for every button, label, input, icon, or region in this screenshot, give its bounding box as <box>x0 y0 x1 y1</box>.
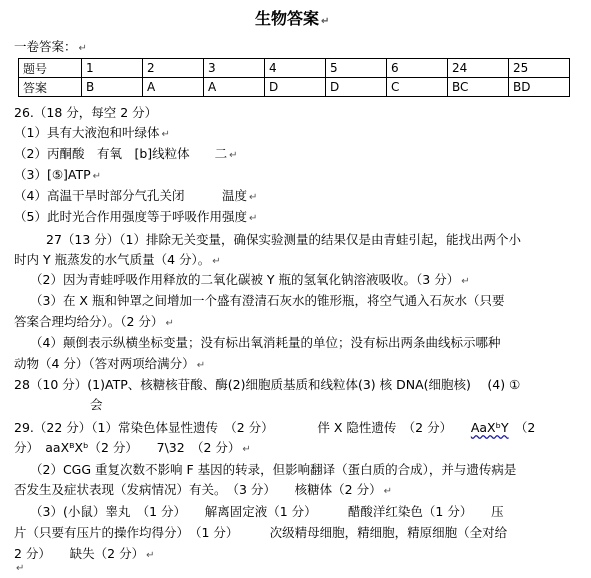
q29-line-5: （3）(小鼠）睾丸 （1 分） 解离固定液（1 分） 醋酸洋红染色（1 分） 压 <box>30 504 504 519</box>
q29-line-4: 否发生及症状表现（发病情况）有关。 （3 分） 核糖体（2 分） ↵ <box>14 482 392 497</box>
q29-line-6: 片（只要有压片的操作均得分） （1 分） 次级精母细胞，精细胞，精原细胞（全对给 <box>14 525 508 540</box>
q27-line-3: （2）因为青蛙呼吸作用释放的二氧化碳被 Y 瓶的氢氧化钠溶液吸收。（3 分） ↵ <box>30 272 470 287</box>
q27-line-2: 时内 Y 瓶蒸发的水气质量（4 分）。 ↵ <box>14 252 221 267</box>
table-cell: A <box>143 78 204 97</box>
q29-line-7: 2 分） 缺失（2 分） ↵ <box>14 546 155 561</box>
table-cell: BC <box>448 78 509 97</box>
table-cell: 6 <box>387 59 448 78</box>
table-cell: C <box>387 78 448 97</box>
table-row <box>19 78 570 97</box>
q28-line-1: 28（10 分）(1)ATP、核糖核苷酸、酶(2)细胞质基质和线粒体(3) 核 DNA(细胞核) (4) ① <box>14 377 521 392</box>
q26-heading: 26.（18 分，每空 2 分） <box>14 105 158 120</box>
table-cell: 1 <box>82 59 143 78</box>
table-cell: A <box>204 78 265 97</box>
document-title: 生物答案 ↵ <box>255 9 330 28</box>
table-cell: 4 <box>265 59 326 78</box>
table-cell: 25 <box>509 59 570 78</box>
q26-answer-5: （5）此时光合作用强度等于呼吸作用强度 ↵ <box>14 209 258 224</box>
q26-answer-2: （2）丙酮酸 有氧 [b]线粒体 二 ↵ <box>14 146 238 161</box>
answer-table <box>18 58 570 97</box>
table-cell: 5 <box>326 59 387 78</box>
q26-answer-4: （4）高温干旱时部分气孔关闭 温度 ↵ <box>14 188 258 203</box>
genotype-female: aaXᴮXᵇ <box>45 440 89 455</box>
table-cell: D <box>265 78 326 97</box>
q27-line-1: 27（13 分）（1）排除无关变量，确保实验测量的结果仅是由青蛙引起，能找出两个小 <box>46 232 521 247</box>
table-cell: 24 <box>448 59 509 78</box>
table-cell: D <box>326 78 387 97</box>
end-paragraph-mark: ↵ <box>16 563 25 574</box>
table-cell: 3 <box>204 59 265 78</box>
table-row <box>19 59 570 78</box>
q29-line-3: （2）CGG 重复次数不影响 F 基因的转录，但影响翻译（蛋白质的合成），并与遗传病是 <box>30 462 517 477</box>
table-cell: B <box>82 78 143 97</box>
table-header-cell: 题号 <box>19 59 82 78</box>
table-cell: BD <box>509 78 570 97</box>
table-header-cell: 答案 <box>19 78 82 97</box>
q27-line-6: （4）颠倒表示纵横坐标变量；没有标出氧消耗量的单位；没有标出两条曲线标示哪种 <box>30 335 501 350</box>
q27-line-4: （3）在 X 瓶和钟罩之间增加一个盛有澄清石灰水的锥形瓶，将空气通入石灰水（只要 <box>30 293 505 308</box>
q26-answer-1: （1）具有大液泡和叶绿体 ↵ <box>14 125 170 140</box>
q26-answer-3: （3）[⑤]ATP ↵ <box>14 167 102 182</box>
table-cell: 2 <box>143 59 204 78</box>
q27-line-7: 动物（4 分）（答对两项给满分） ↵ <box>14 356 206 371</box>
q29-line-1: 29.（22 分）（1）常染色体显性遗传 （2 分） 伴 X 隐性遗传 （2 分） AaXᵇY （2 <box>14 420 536 435</box>
section-label: 一卷答案： ↵ <box>14 39 87 54</box>
q29-line-2: 分） aaXᴮXᵇ（2 分） 7\32 （2 分） ↵ <box>14 440 251 455</box>
q28-line-2: 会 <box>90 397 103 412</box>
q27-line-5: 答案合理均给分）。（2 分） ↵ <box>14 314 174 329</box>
genotype-male: AaXᵇY <box>470 420 509 435</box>
